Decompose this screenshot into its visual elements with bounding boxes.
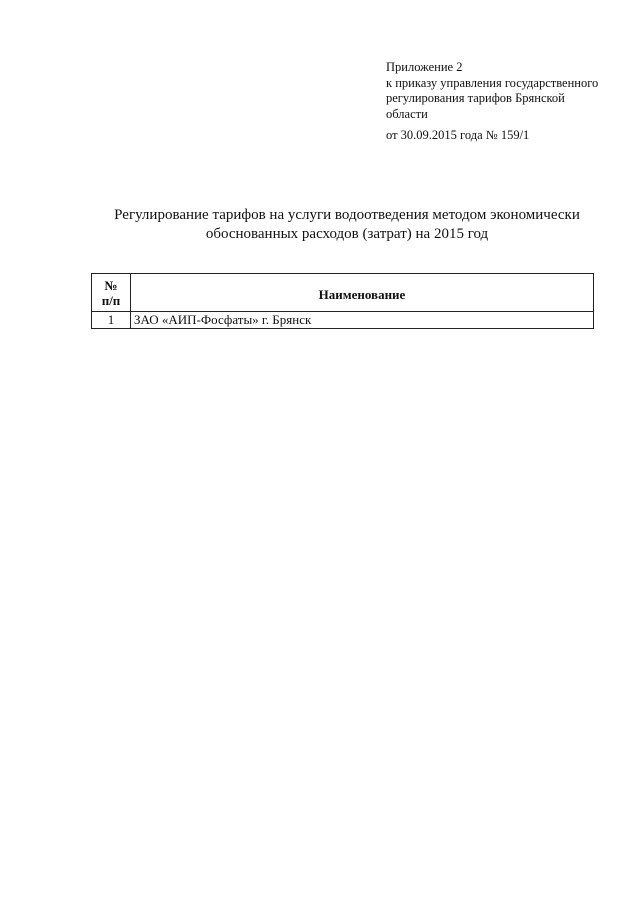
row-name: ЗАО «АИП-Фосфаты» г. Брянск (131, 312, 594, 329)
header-number (92, 274, 131, 312)
appendix-date-line: от 30.09.2015 года № 159/1 (386, 128, 530, 142)
appendix-order-line: к приказу управления государственного (386, 75, 599, 90)
appendix-authority-line: регулирования тарифов Брянской (386, 91, 565, 105)
header-number-abbrev: п/п (101, 292, 121, 308)
row-number: 1 (92, 312, 131, 329)
document-title (90, 206, 604, 244)
document-title-line-1: Регулирование тарифов на услуги водоотведения методом экономически (114, 207, 580, 223)
document-title-line-2: обоснованных расходов (затрат) на 2015 год (205, 226, 489, 242)
appendix-block (386, 60, 636, 144)
header-number-symbol: № (104, 277, 118, 293)
appendix-title: Приложение 2 (386, 60, 463, 74)
table-row (92, 312, 594, 329)
header-name: Наименование (131, 274, 594, 312)
appendix-region-line: области (386, 106, 428, 121)
table-header-row (92, 274, 594, 312)
entities-table (91, 273, 594, 329)
